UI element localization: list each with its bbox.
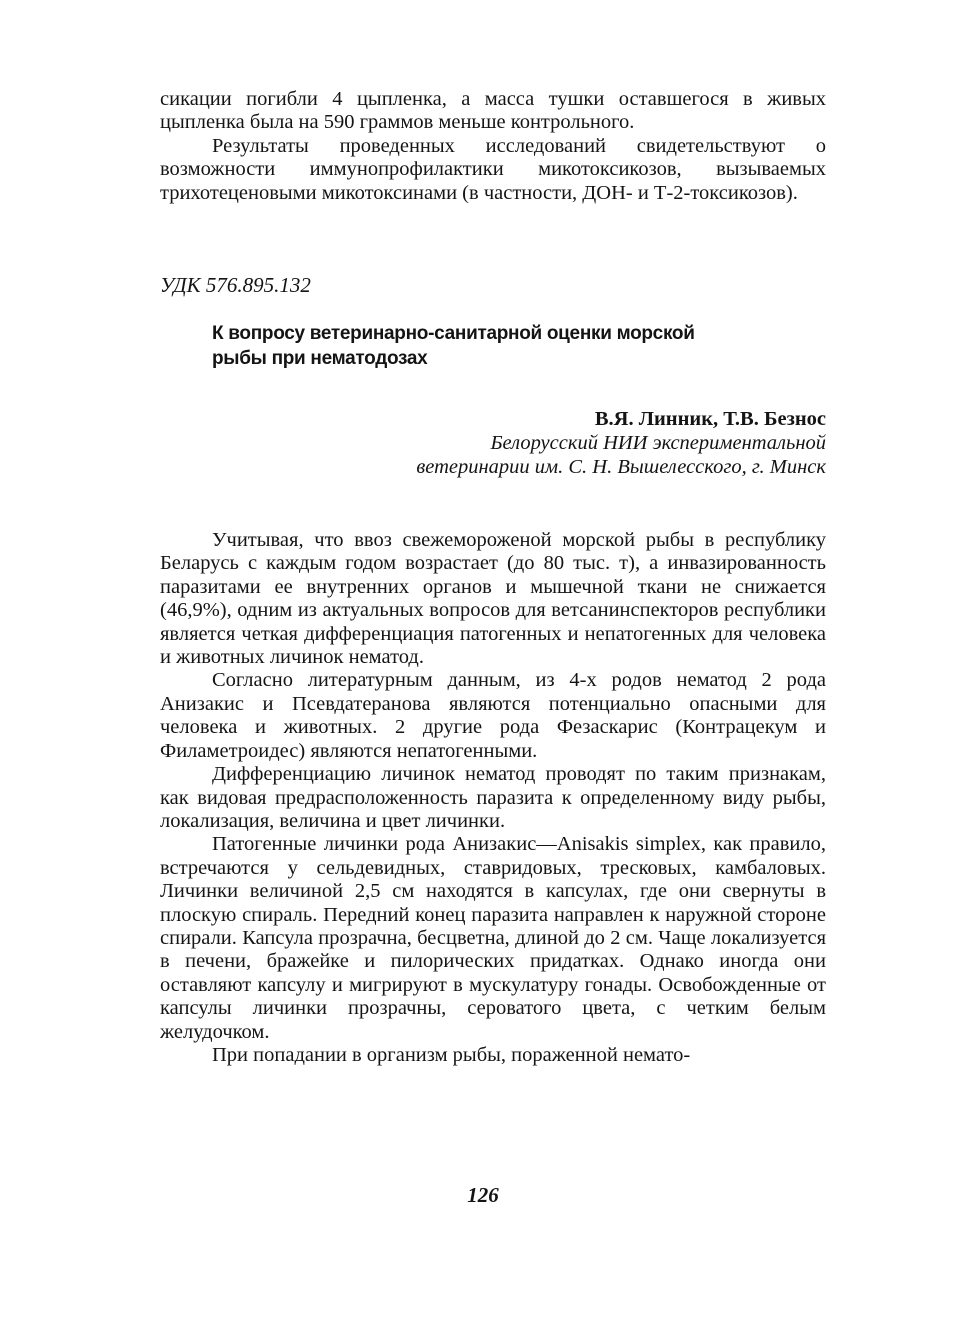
- article-authors: В.Я. Линник, Т.В. Безнос: [594, 408, 826, 431]
- intro-paragraph-2: Результаты проведенных исследований свидетельствуют о возможности иммунопрофилактики микотоксикозов, вызываемых трихотеценовыми микотоксинами (в частности, ДОН- и Т-2-токсикозов).: [160, 134, 826, 204]
- article-body: [160, 529, 826, 1067]
- body-paragraph-3: Дифференциацию личинок нематод проводят по таким признакам, как видовая предрасположенность паразита к определенному виду рыбы, локализация, величина и цвет личинки.: [160, 763, 826, 832]
- body-paragraph-2: Согласно литературным данным, из 4-х родов нематод 2 рода Анизакис и Псевдатеранова являются потенциально опасными для человека и животных. 2 другие рода Фезаскарис (Контрацекум и Филаметроидес) являются непатогенными.: [160, 669, 826, 762]
- body-paragraph-4: Патогенные личинки рода Анизакис—Anisakis simplex, как правило, встречаются у сельдевидных, ставридовых, тресковых, камбаловых. Личинки величиной 2,5 см находятся в капсулах, где они свернуты в плоскую спираль. Передний конец паразита направлен к наружной стороне спирали. Капсула прозрачна, бесцветна, длиной до 2 см. Чаще локализуется в печени, бражейке и пилорических придатках. Однако иногда они оставляют капсулу и мигрируют в мускулатуру гонады. Освобожденные от капсулы личинки прозрачны, сероватого цвета, с четким белым желудочком.: [160, 833, 826, 1043]
- intro-paragraph-1: сикации погибли 4 цыпленка, а масса тушки оставшегося в живых цыпленка была на 590 граммов меньше контрольного.: [160, 88, 826, 134]
- affiliation-line-2: ветеринарии им. С. Н. Вышелесского, г. Минск: [416, 456, 826, 479]
- article-title-line-2: рыбы при нематодозах: [212, 348, 428, 370]
- page-number: 126: [467, 1183, 499, 1207]
- page-content: [160, 88, 826, 1067]
- affiliation-line-1: Белорусский НИИ экспериментальной: [490, 432, 826, 455]
- body-paragraph-1: Учитывая, что ввоз свежемороженой морской рыбы в республику Беларусь с каждым годом возрастает (до 80 тыс. т), а инвазированность паразитами ее внутренних органов и мышечной ткани не снижается (46,9%), одним из актуальных вопросов для ветсанинспекторов республики является четкая дифференциация патогенных и непатогенных для человека и животных личинок нематод.: [160, 529, 826, 669]
- article-title: [212, 321, 826, 371]
- article-title-line-1: К вопросу ветеринарно-санитарной оценки морской: [212, 323, 695, 345]
- body-paragraph-5: При попадании в организм рыбы, пораженной немато-: [212, 1043, 691, 1066]
- udk-code: УДК 576.895.132: [160, 273, 311, 298]
